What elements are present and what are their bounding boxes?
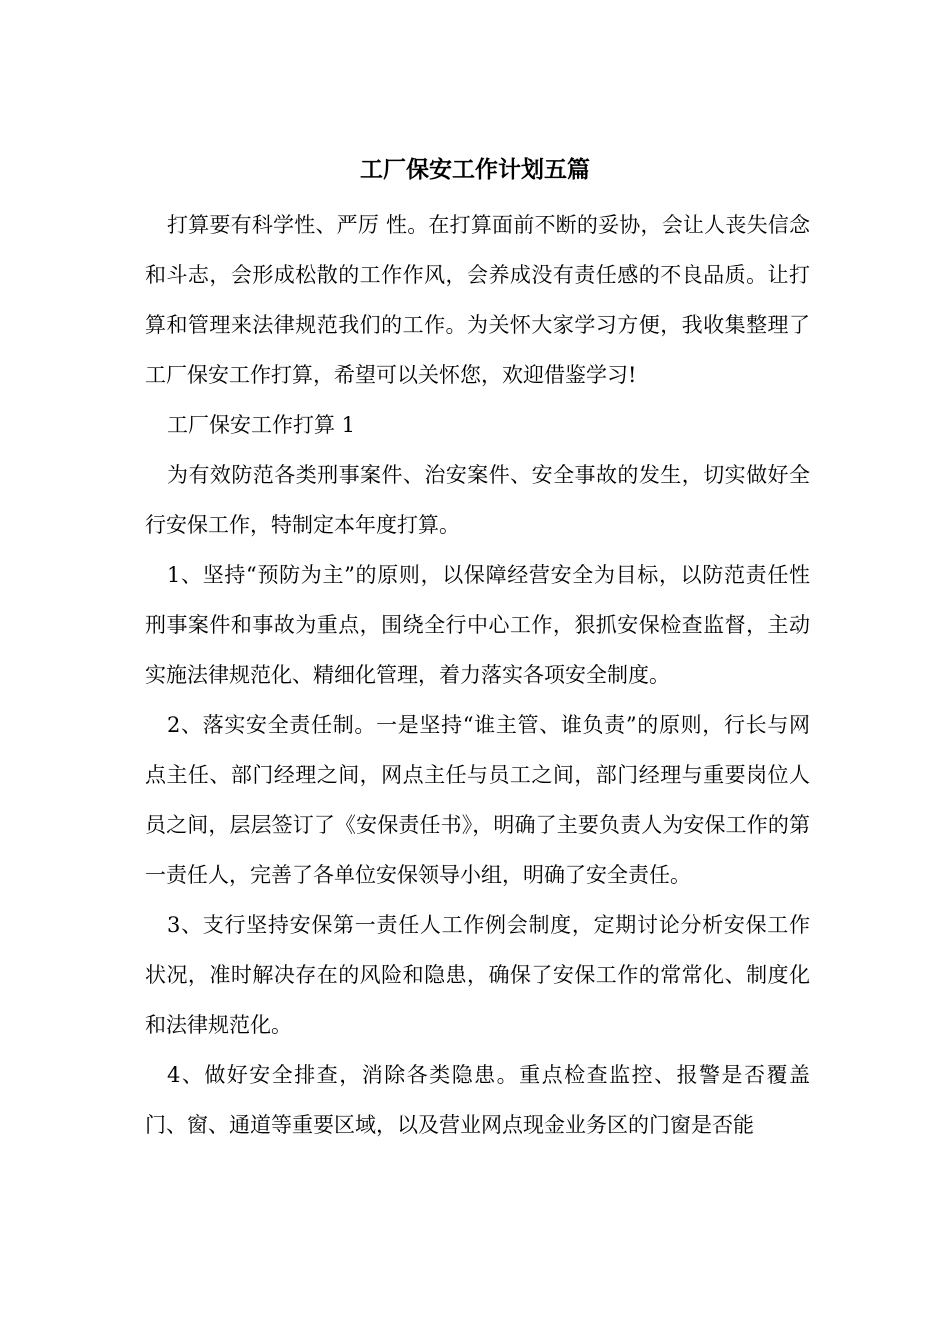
list-item-1: 1、坚持“预防为主”的原则，以保障经营安全为目标，以防范责任性刑事案件和事故为重点，围绕全行中心工作，狠抓安保检查监督，主动实施法律规范化、精细化管理，着力落实各项安全制度。 <box>145 563 810 687</box>
list-item-4: 4、做好安全排查，消除各类隐患。重点检查监控、报警是否覆盖门、窗、通道等重要区域，以及营业网点现金业务区的门窗是否能 <box>145 1063 810 1137</box>
intro-paragraph: 打算要有科学性、严厉 性。在打算面前不断的妥协，会让人丧失信念和斗志，会形成松散的工作作风，会养成没有责任感的不良品质。让打算和管理来法律规范我们的工作。为关怀大家学习方便，我收集整理了工厂保安工作打算，希望可以关怀您，欢迎借鉴学习! <box>145 213 810 387</box>
list-item-3: 3、支行坚持安保第一责任人工作例会制度，定期讨论分析安保工作状况，准时解决存在的风险和隐患，确保了安保工作的常常化、制度化和法律规范化。 <box>145 913 810 1037</box>
body-paragraph: 为有效防范各类刑事案件、治安案件、安全事故的发生，切实做好全行安保工作，特制定本年度打算。 <box>145 463 810 537</box>
document-title: 工厂保安工作计划五篇 <box>360 156 590 183</box>
section-heading: 工厂保安工作打算 1 <box>167 413 356 437</box>
list-item-2: 2、落实安全责任制。一是坚持“谁主管、谁负责”的原则，行长与网点主任、部门经理之间，网点主任与员工之间，部门经理与重要岗位人员之间，层层签订了《安保责任书》，明确了主要负责人为安保工作的第一责任人，完善了各单位安保领导小组，明确了安全责任。 <box>145 713 810 887</box>
document-body <box>145 200 810 1150</box>
